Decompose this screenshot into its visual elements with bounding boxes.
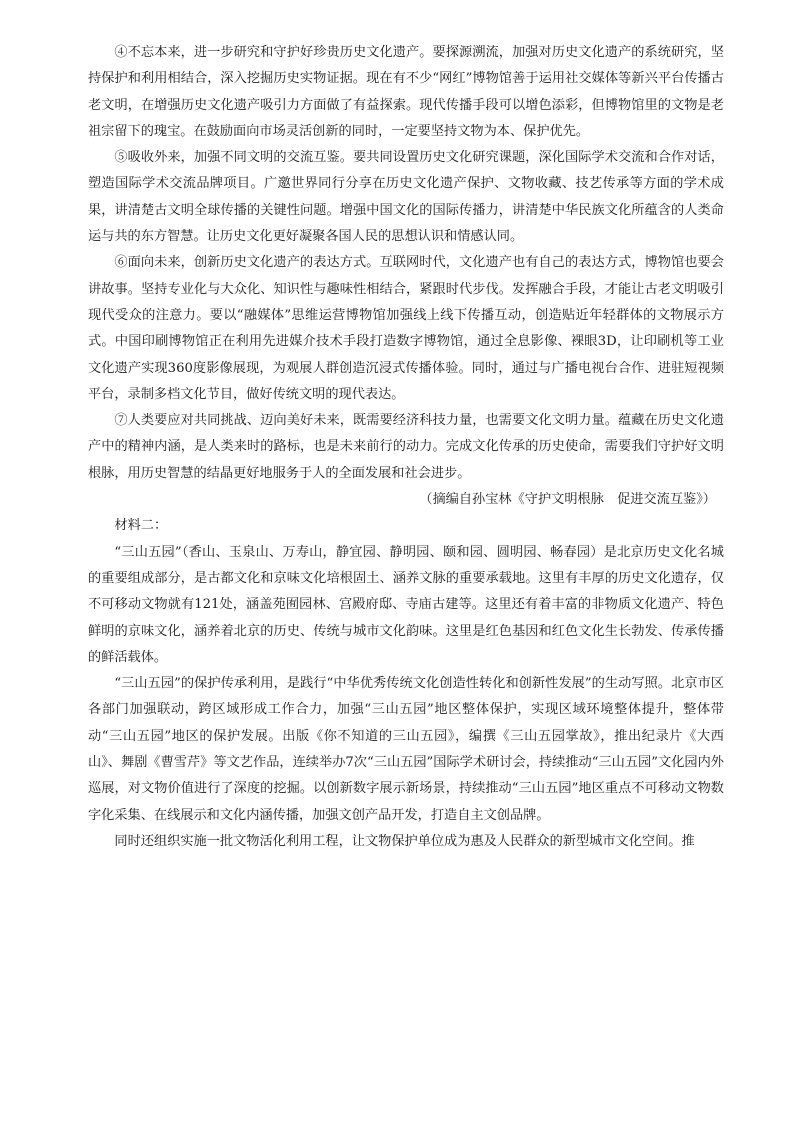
paragraph-5: ⑤吸收外来，加强不同文明的交流互鉴。要共同设置历史文化研究课题，深化国际学术交流和合作对话，塑造国际学术交流品牌项目。广邀世界同行分享在历史文化遗产保护、文物收藏、技艺传承等方面的学术成果，讲清楚古文明全球传播的关键性问题。增强中国文化的国际传播力，讲清楚中华民族文化所蕴含的人类命运与共的东方智慧。让历史文化更好凝聚各国人民的思想认识和情感认同。 — [88, 150, 724, 245]
material-two-paragraph-3: 同时还组织实施一批文物活化利用工程，让文物保护单位成为惠及人民群众的新型城市文化空间。推 — [114, 833, 695, 849]
material-two-label: 材料二： — [114, 518, 168, 534]
paragraph-4: ④不忘本来，进一步研究和守护好珍贵历史文化遗产。要探源溯流，加强对历史文化遗产的系统研究，坚持保护和利用相结合，深入挖掘历史实物证据。现在有不少“网红”博物馆善于运用社交媒体等新兴平台传播古老文明，在增强历史文化遗产吸引力方面做了有益探索。现代传播手段可以增色添彩，但博物馆里的文物是老祖宗留下的瑰宝。在鼓励面向市场灵活创新的同时，一定要坚持文物为本、保护优先。 — [88, 45, 724, 139]
paragraph-7: ⑦人类要应对共同挑战、迈向美好未来，既需要经济科技力量，也需要文化文明力量。蕴藏在历史文化遗产中的精神内涵，是人类来时的路标，也是未来前行的动力。完成文化传承的历史使命，需要我们守护好文明根脉，用历史智慧的结晶更好地服务于人的全面发展和社会进步。 — [88, 413, 724, 481]
material-two — [88, 513, 724, 855]
material-one-body — [88, 40, 724, 513]
paragraph-6: ⑥面向未来，创新历史文化遗产的表达方式。互联网时代，文化遗产也有自己的表达方式，博物馆也要会讲故事。坚持专业化与大众化、知识性与趣味性相结合，紧跟时代步伐。发挥融合手段，才能让古老文明吸引现代受众的注意力。要以“融媒体”思维运营博物馆加强线上线下传播互动，创造贴近年轻群体的文物展示方式。中国印刷博物馆正在利用先进媒介技术手段打造数字博物馆，通过全息影像、裸眼3D，让印刷机等工业文化遗产实现360度影像展现，为观展人群创造沉浸式传播体验。同时，通过与广播电视台合作、进驻短视频平台，录制多档文化节目，做好传统文明的现代表达。 — [88, 255, 724, 402]
source-citation: （摘编自孙宝林《守护文明根脉 促进交流互鉴》） — [419, 492, 716, 508]
material-two-paragraph-2: “三山五园”的保护传承利用，是践行“中华优秀传统文化创造性转化和创新性发展”的生动写照。北京市区各部门加强联动，跨区域形成工作合力，加强“三山五园”地区整体保护，实现区域环境整体提升，整体带动“三山五园”地区的保护发展。出版《你不知道的三山五园》，编撰《三山五园掌故》，推出纪录片《大西山》、舞剧《曹雪芹》等文艺作品，连续举办7次“三山五园”国际学术研讨会，持续推动“三山五园”文化园内外巡展，对文物价值进行了深度的挖掘。以创新数字展示新场景，持续推动“三山五园”地区重点不可移动文物数字化采集、在线展示和文化内涵传播，加强文创产品开发，打造自主文创品牌。 — [88, 676, 724, 823]
material-two-paragraph-1: “三山五园”（香山、玉泉山、万寿山，静宜园、静明园、颐和园、圆明园、畅春园）是北京历史文化名城的重要组成部分，是古都文化和京味文化培根固土、涵养文脉的重要承载地。这里有丰厚的历史文化遗存，仅不可移动文物就有121处，涵盖苑囿园林、宫殿府邸、寺庙古建等。这里还有着丰富的非物质文化遗产、特色鲜明的京味文化，涵养着北京的历史、传统与城市文化韵味。这里是红色基因和红色文化生长勃发、传承传播的鲜活载体。 — [88, 544, 724, 665]
